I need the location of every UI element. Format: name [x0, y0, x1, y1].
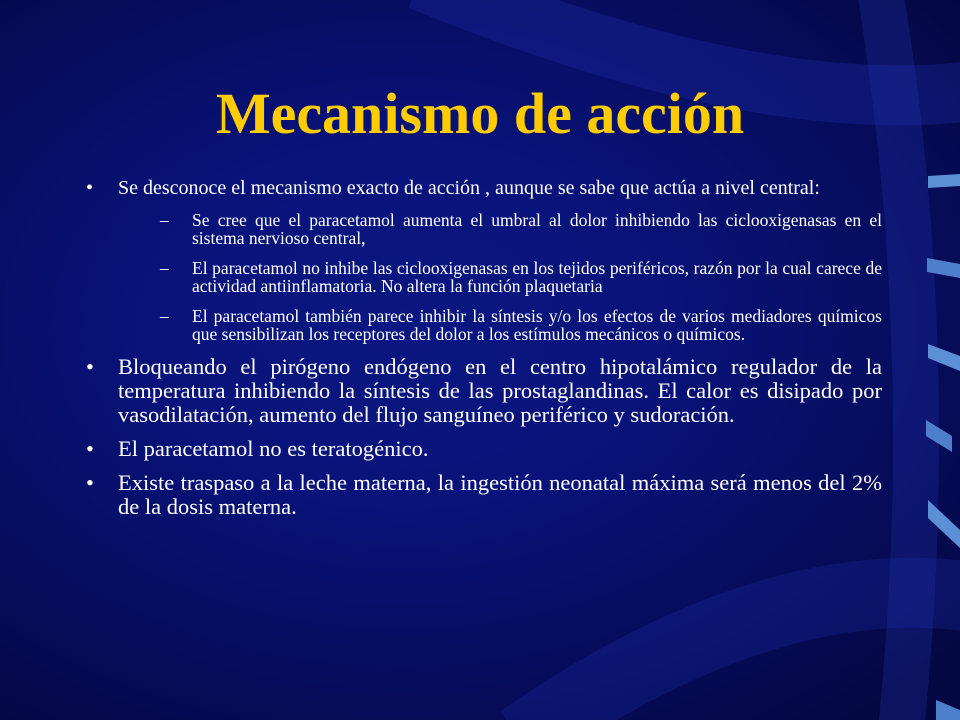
sub-bullet-text: – El paracetamol no inhibe las ciclooxigenasas en los tejidos periféricos, razón por la cual carece de actividad antiinflamatoria. No altera la función plaquetaria	[192, 258, 882, 296]
edge-mark-1	[928, 174, 960, 188]
sub-bullet-list	[118, 211, 882, 343]
bullet-item	[86, 437, 882, 461]
edge-mark-6	[936, 700, 960, 720]
bullet-text: El paracetamol no es teratogénico.	[118, 436, 429, 461]
bullet-item	[86, 471, 882, 519]
bullet-text: Se desconoce el mecanismo exacto de acción , aunque se sabe que actúa a nivel central:	[118, 177, 820, 199]
edge-mark-5	[928, 500, 960, 548]
decor-arc-2	[520, 593, 960, 720]
bullet-list	[86, 178, 882, 529]
sub-bullet-item	[118, 307, 882, 343]
bullet-text: Bloqueando el pirógeno endógeno en el centro hipotalámico regulador de la temperatura inhibiendo la síntesis de las prostaglandinas. El calor es disipado por vasodilatación, aumento del flujo sanguíneo periférico y sudoración.	[118, 354, 882, 427]
bullet-text: Existe traspaso a la leche materna, la ingestión neonatal máxima será menos del 2% de la dosis materna.	[118, 470, 882, 519]
edge-mark-2	[927, 258, 960, 278]
bullet-item	[86, 355, 882, 427]
edge-marks	[926, 174, 960, 720]
slide-title: Mecanismo de acción	[215, 81, 745, 146]
sub-bullet-text: – Se cree que el paracetamol aumenta el umbral al dolor inhibiendo las ciclooxigenasas en el sistema nervioso central,	[192, 210, 882, 248]
sub-bullet-item	[118, 211, 882, 247]
edge-mark-4	[926, 420, 952, 452]
edge-mark-3	[928, 344, 960, 371]
bullet-item	[86, 178, 882, 343]
sub-bullet-item	[118, 259, 882, 295]
sub-bullet-text: – El paracetamol también parece inhibir la síntesis y/o los efectos de varios mediadores químicos que sensibilizan los receptores del dolor a los estímulos mecánicos o químicos.	[192, 306, 882, 344]
